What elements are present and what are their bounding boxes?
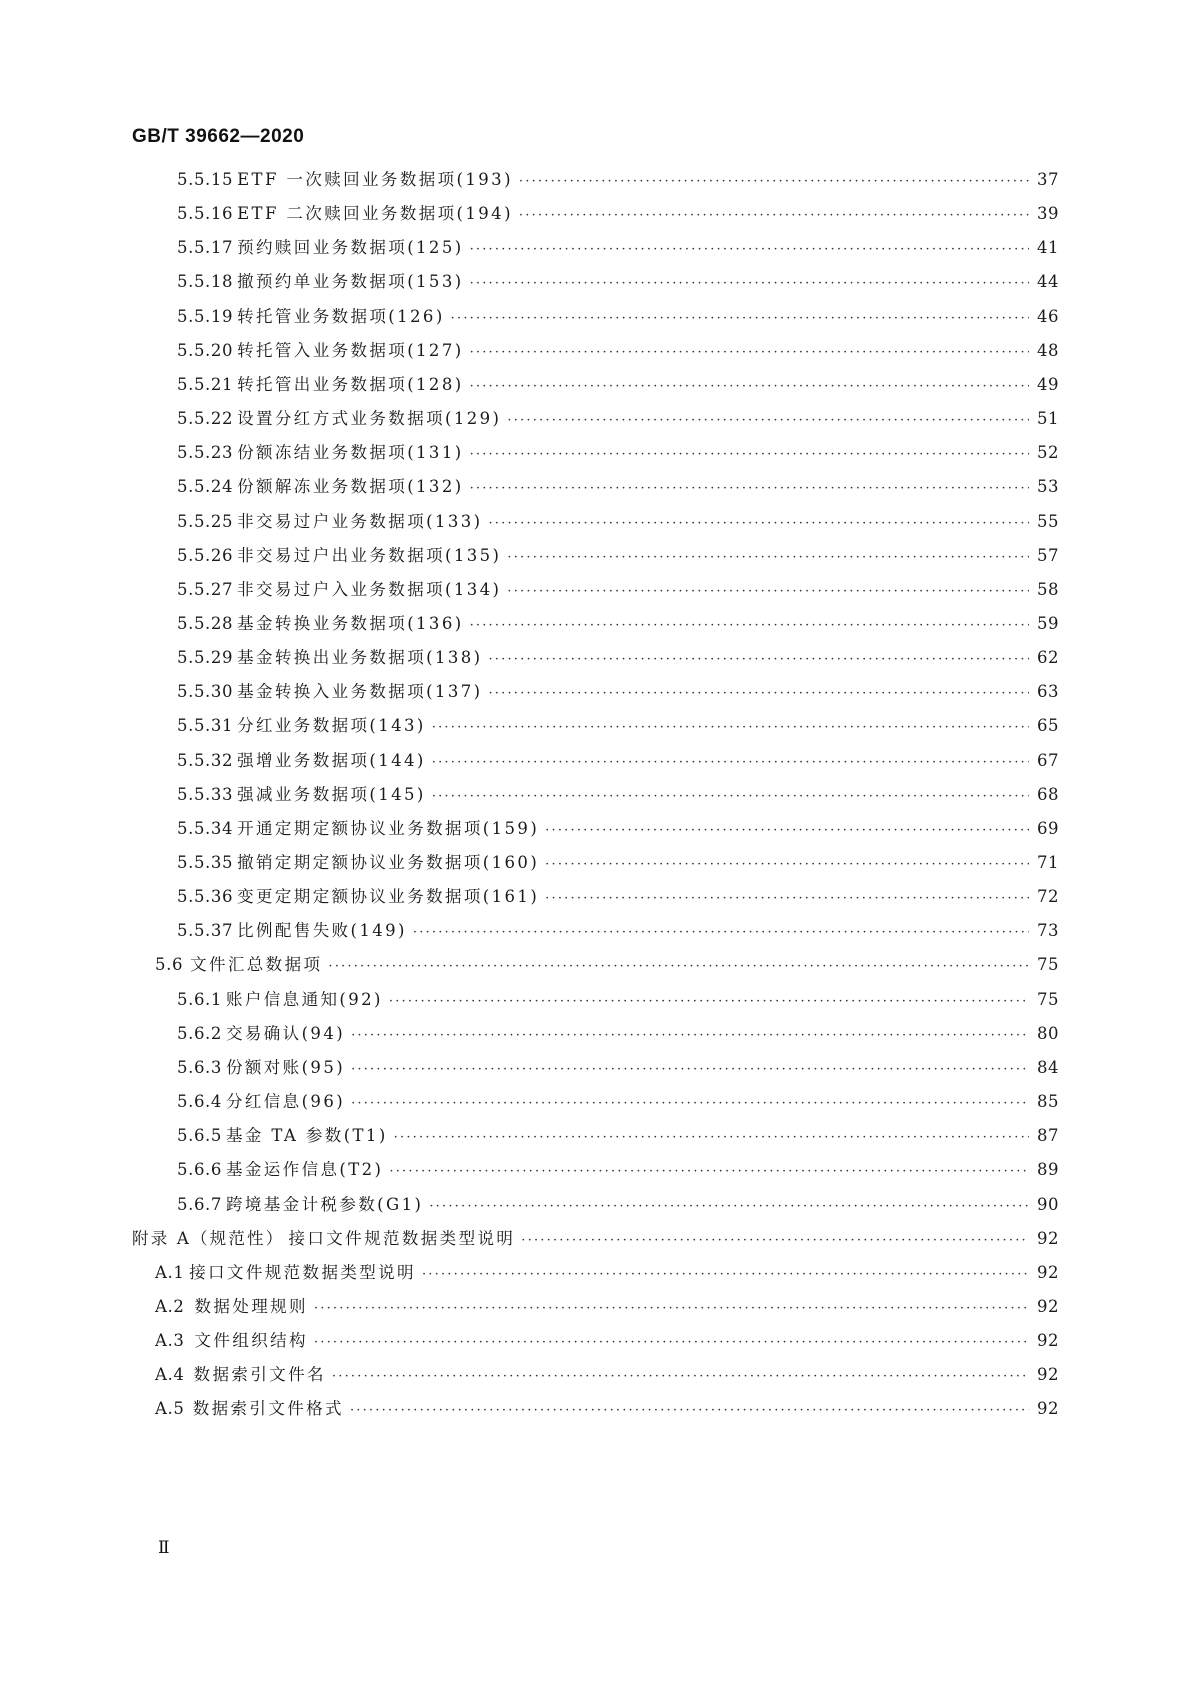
toc-entry-title: 变更定期定额协议业务数据项(161)	[237, 887, 540, 907]
toc-entry[interactable]	[177, 710, 1059, 742]
toc-entry-number: 5.6.5	[177, 1126, 222, 1146]
toc-dot-leader	[507, 542, 1029, 574]
toc-entry-number: 5.5.30	[177, 682, 234, 702]
toc-entry-page: 63	[1037, 682, 1059, 702]
toc-entry-number: 5.6.6	[177, 1160, 222, 1180]
toc-entry[interactable]	[177, 608, 1059, 640]
toc-entry-page: 92	[1037, 1296, 1059, 1316]
toc-entry-title: 文件汇总数据项	[190, 955, 323, 975]
toc-entry[interactable]	[177, 779, 1059, 811]
toc-entry-number: 5.5.33	[177, 784, 234, 804]
toc-entry-page: 75	[1037, 955, 1059, 975]
toc-entry-number: 5.6.7	[177, 1194, 222, 1214]
toc-dot-leader	[432, 781, 1029, 813]
toc-entry-page: 73	[1037, 921, 1059, 941]
toc-entry[interactable]	[177, 1189, 1059, 1221]
toc-entry-number: 5.5.26	[177, 545, 234, 565]
toc-entry-page: 52	[1037, 443, 1059, 463]
toc-entry-title: 转托管业务数据项(126)	[237, 306, 445, 326]
toc-entry-page: 48	[1037, 340, 1059, 360]
toc-entry-page: 75	[1037, 989, 1059, 1009]
toc-entry-title: 非交易过户出业务数据项(135)	[237, 545, 502, 565]
toc-entry-title: 分红业务数据项(143)	[237, 716, 426, 736]
toc-entry-page: 92	[1037, 1399, 1059, 1419]
toc-entry-page: 92	[1037, 1262, 1059, 1282]
toc-entry-page: 90	[1037, 1194, 1059, 1214]
toc-entry[interactable]	[177, 335, 1059, 367]
toc-entry-page: 80	[1037, 1023, 1059, 1043]
toc-entry-page: 85	[1037, 1092, 1059, 1112]
toc-entry-page: 92	[1037, 1331, 1059, 1351]
toc-entry-page: 55	[1037, 511, 1059, 531]
toc-entry-title: 跨境基金计税参数(G1)	[225, 1194, 424, 1214]
toc-entry-title: 撤预约单业务数据项(153)	[237, 272, 464, 292]
toc-entry[interactable]	[177, 676, 1059, 708]
toc-entry[interactable]	[177, 471, 1059, 503]
toc-entry-page: 65	[1037, 716, 1059, 736]
toc-entry-number: 5.5.35	[177, 853, 234, 872]
toc-dot-leader	[394, 1122, 1029, 1154]
toc-entry-number: 5.5.18	[177, 272, 234, 292]
toc-entry-page: 41	[1037, 238, 1059, 258]
toc-entry-title: 撤销定期定额协议业务数据项(160)	[237, 853, 540, 872]
toc-dot-leader	[470, 371, 1029, 403]
page-number: Ⅱ	[158, 1538, 170, 1558]
toc-entry-title: 基金转换出业务数据项(138)	[237, 648, 483, 668]
toc-dot-leader	[389, 1156, 1029, 1188]
toc-dot-leader	[422, 1259, 1029, 1291]
toc-entry-page: 92	[1037, 1365, 1059, 1385]
toc-entry-page: 72	[1037, 887, 1059, 907]
toc-entry-title: 基金转换入业务数据项(137)	[237, 682, 483, 702]
toc-dot-leader	[470, 473, 1029, 505]
toc-entry-number: 5.6.3	[177, 1057, 222, 1077]
toc-entry-title: 转托管入业务数据项(127)	[237, 340, 464, 360]
toc-entry[interactable]	[132, 1223, 1059, 1255]
toc-entry-number: 5.5.32	[177, 750, 234, 770]
toc-entry-title: 设置分红方式业务数据项(129)	[237, 409, 502, 429]
toc-entry-page: 62	[1037, 648, 1059, 668]
toc-dot-leader	[470, 234, 1029, 266]
toc-entry-title: 份额解冻业务数据项(132)	[237, 477, 464, 497]
toc-dot-leader	[332, 1361, 1029, 1393]
toc-entry-number: 5.5.29	[177, 648, 234, 668]
toc-entry[interactable]	[177, 984, 1059, 1016]
toc-dot-leader	[470, 337, 1029, 369]
toc-entry-number: 5.6	[155, 955, 184, 975]
toc-entry-page: 51	[1037, 409, 1059, 429]
toc-entry[interactable]	[177, 1154, 1059, 1186]
toc-entry-page: 92	[1037, 1228, 1059, 1248]
toc-entry-page: 39	[1037, 204, 1059, 224]
toc-dot-leader	[507, 576, 1029, 608]
toc-entry[interactable]	[177, 745, 1059, 777]
toc-entry[interactable]	[177, 369, 1059, 401]
toc-entry-page: 59	[1037, 613, 1059, 633]
toc-entry[interactable]	[155, 1325, 1059, 1357]
toc-entry-page: 67	[1037, 750, 1059, 770]
toc-entry-title: 非交易过户业务数据项(133)	[237, 511, 483, 531]
toc-entry-title: 基金转换业务数据项(136)	[237, 613, 464, 633]
toc-entry-number: 5.5.31	[177, 716, 234, 736]
toc-entry-title: 接口文件规范数据类型说明	[189, 1262, 416, 1282]
toc-entry-page: 87	[1037, 1126, 1059, 1146]
toc-dot-leader	[519, 166, 1029, 198]
toc-entry[interactable]	[177, 506, 1059, 538]
toc-entry[interactable]	[155, 949, 1059, 981]
toc-entry-number: 5.6.1	[177, 989, 222, 1009]
toc-entry-title: 转托管出业务数据项(128)	[237, 374, 464, 394]
toc-entry[interactable]	[177, 881, 1059, 913]
toc-dot-leader	[545, 883, 1029, 915]
toc-dot-leader	[351, 1054, 1029, 1086]
toc-dot-leader	[351, 1020, 1029, 1052]
toc-entry-page: 37	[1037, 170, 1059, 189]
toc-entry[interactable]	[155, 1393, 1059, 1425]
toc-entry[interactable]	[177, 915, 1059, 947]
toc-dot-leader	[521, 1225, 1029, 1257]
toc-entry-number: A.2	[155, 1296, 185, 1316]
toc-entry-page: 53	[1037, 477, 1059, 497]
toc-entry-page: 46	[1037, 306, 1059, 326]
toc-entry-number: 5.5.19	[177, 306, 234, 326]
toc-entry-page: 89	[1037, 1160, 1059, 1180]
toc-entry[interactable]	[177, 164, 1059, 196]
toc-entry-number: A.3	[155, 1331, 185, 1351]
toc-dot-leader	[545, 815, 1029, 847]
toc-entry[interactable]	[177, 1086, 1059, 1118]
toc-entry-number: 5.5.17	[177, 238, 234, 258]
toc-entry-number: A.1	[155, 1262, 185, 1282]
toc-dot-leader	[429, 1191, 1029, 1223]
toc-dot-leader	[314, 1293, 1029, 1325]
toc-entry[interactable]	[177, 1052, 1059, 1084]
toc-dot-leader	[507, 405, 1029, 437]
toc-entry-number: 5.5.23	[177, 443, 234, 463]
toc-entry-number: 附录 A（规范性）	[132, 1228, 285, 1248]
toc-entry[interactable]	[177, 1018, 1059, 1050]
toc-entry[interactable]	[177, 266, 1059, 298]
toc-entry-number: 5.5.15	[177, 170, 234, 189]
toc-entry-title: 文件组织结构	[194, 1331, 308, 1351]
toc-entry-number: 5.5.22	[177, 409, 234, 429]
toc-dot-leader	[545, 849, 1029, 881]
toc-dot-leader	[470, 610, 1029, 642]
toc-entry-number: 5.5.16	[177, 204, 234, 224]
toc-entry-title: 强减业务数据项(145)	[237, 784, 426, 804]
toc-entry-number: 5.5.21	[177, 374, 234, 394]
toc-entry-number: 5.5.28	[177, 613, 234, 633]
toc-dot-leader	[351, 1088, 1029, 1120]
toc-dot-leader	[350, 1395, 1029, 1427]
toc-entry[interactable]	[177, 642, 1059, 674]
toc-entry-page: 69	[1037, 818, 1059, 838]
toc-entry-page: 57	[1037, 545, 1059, 565]
toc-entry[interactable]	[155, 1359, 1059, 1391]
toc-entry-title: 接口文件规范数据类型说明	[288, 1228, 516, 1248]
toc-entry-title: 数据处理规则	[194, 1296, 308, 1316]
toc-dot-leader	[389, 986, 1029, 1018]
toc-entry-number: 5.5.37	[177, 921, 234, 941]
toc-dot-leader	[519, 200, 1029, 232]
toc-entry-title: 数据索引文件格式	[192, 1399, 344, 1419]
toc-dot-leader	[314, 1327, 1029, 1359]
toc-entry-title: 份额对账(95)	[225, 1057, 346, 1077]
toc-entry-number: 5.6.2	[177, 1023, 222, 1043]
toc-entry-number: 5.6.4	[177, 1092, 222, 1112]
toc-dot-leader	[470, 439, 1029, 471]
toc-entry-number: 5.5.25	[177, 511, 234, 531]
toc-entry-title: 基金 TA 参数(T1)	[225, 1126, 388, 1146]
toc-entry-number: 5.5.34	[177, 818, 234, 838]
toc-entry[interactable]	[155, 1291, 1059, 1323]
toc-entry-title: 交易确认(94)	[225, 1023, 346, 1043]
toc-entry[interactable]	[177, 198, 1059, 230]
toc-entry-page: 68	[1037, 784, 1059, 804]
toc-entry[interactable]	[177, 232, 1059, 264]
toc-entry[interactable]	[177, 437, 1059, 469]
toc-entry[interactable]	[177, 847, 1059, 879]
toc-dot-leader	[413, 917, 1029, 949]
toc-dot-leader	[488, 508, 1029, 540]
toc-entry-number: 5.5.27	[177, 579, 234, 599]
toc-entry-title: 非交易过户入业务数据项(134)	[237, 579, 502, 599]
toc-entry-page: 84	[1037, 1057, 1059, 1077]
toc-entry[interactable]	[177, 403, 1059, 435]
toc-entry-number: A.4	[155, 1365, 185, 1385]
toc-dot-leader	[432, 712, 1029, 744]
toc-entry[interactable]	[177, 813, 1059, 845]
toc-entry-title: 强增业务数据项(144)	[237, 750, 426, 770]
toc-entry-number: 5.5.36	[177, 887, 234, 907]
toc-entry[interactable]	[177, 301, 1059, 333]
toc-entry-title: 预约赎回业务数据项(125)	[237, 238, 464, 258]
toc-entry-title: 份额冻结业务数据项(131)	[237, 443, 464, 463]
toc-entry-title: 比例配售失败(149)	[237, 921, 407, 941]
toc-dot-leader	[470, 268, 1029, 300]
toc-entry-title: 基金运作信息(T2)	[225, 1160, 384, 1180]
toc-entry-title: 开通定期定额协议业务数据项(159)	[237, 818, 540, 838]
toc-entry[interactable]	[177, 540, 1059, 572]
toc-entry-title: ETF 一次赎回业务数据项(193)	[237, 170, 513, 189]
toc-entry-page: 71	[1037, 853, 1059, 872]
standard-id-header: GB/T 39662—2020	[132, 126, 305, 147]
toc-dot-leader	[328, 951, 1029, 983]
toc-entry-page: 44	[1037, 272, 1059, 292]
toc-entry-page: 58	[1037, 579, 1059, 599]
toc-entry-title: 分红信息(96)	[225, 1092, 346, 1112]
toc-entry-title: 数据索引文件名	[193, 1365, 326, 1385]
toc-dot-leader	[488, 644, 1029, 676]
toc-dot-leader	[432, 747, 1029, 779]
toc-entry[interactable]	[177, 1120, 1059, 1152]
toc-entry-title: 账户信息通知(92)	[225, 989, 383, 1009]
toc-entry-title: ETF 二次赎回业务数据项(194)	[237, 204, 513, 224]
toc-entry-number: 5.5.24	[177, 477, 234, 497]
toc-entry[interactable]	[177, 574, 1059, 606]
toc-entry-number: A.5	[155, 1399, 185, 1419]
toc-entry-page: 49	[1037, 374, 1059, 394]
toc-entry-number: 5.5.20	[177, 340, 234, 360]
toc-entry[interactable]	[155, 1257, 1059, 1289]
toc-dot-leader	[451, 303, 1029, 335]
toc-dot-leader	[488, 678, 1029, 710]
